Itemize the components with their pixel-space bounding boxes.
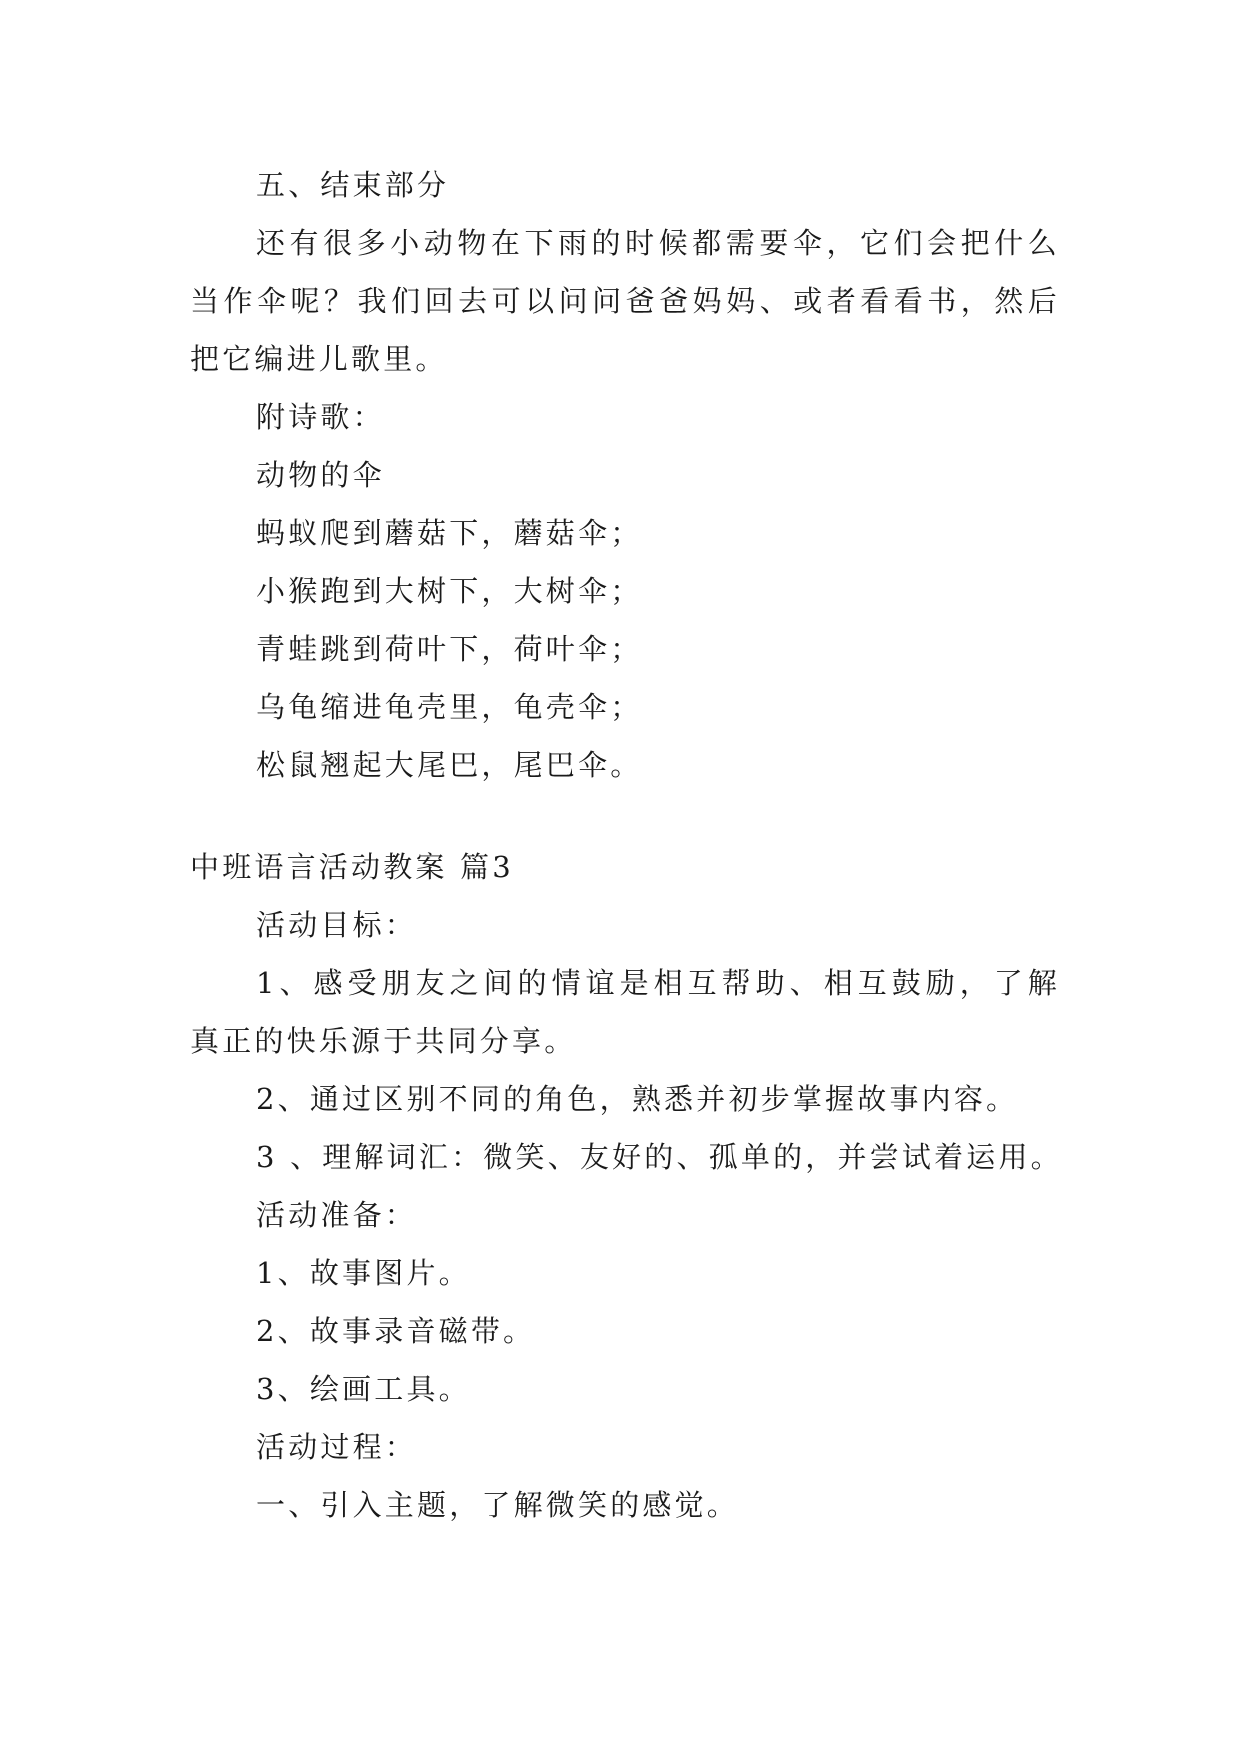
poem-line: 乌龟缩进龟壳里，龟壳伞； — [256, 690, 643, 724]
goal-line: 真正的快乐源于共同分享。 — [190, 1024, 577, 1058]
prep-item: 1、故事图片。 — [256, 1256, 471, 1290]
section-gap — [190, 794, 1060, 838]
document-page — [190, 156, 1063, 1534]
poem-line: 蚂蚁爬到蘑菇下，蘑菇伞； — [256, 516, 643, 550]
lesson-title: 中班语言活动教案 篇3 — [190, 850, 514, 884]
process-step: 一、引入主题，了解微笑的感觉。 — [256, 1488, 740, 1522]
poem-line: 松鼠翘起大尾巴，尾巴伞。 — [256, 748, 643, 782]
poem-title: 动物的伞 — [256, 458, 385, 492]
goal-line: 2、通过区别不同的角色，熟悉并初步掌握故事内容。 — [256, 1082, 1019, 1116]
appendix-label: 附诗歌： — [256, 400, 385, 434]
process-label: 活动过程： — [256, 1430, 418, 1464]
poem-line: 小猴跑到大树下，大树伞； — [256, 574, 643, 608]
goals-label: 活动目标： — [256, 908, 418, 942]
paragraph-line: 把它编进儿歌里。 — [190, 342, 448, 376]
paragraph-line: 当作伞呢？我们回去可以问问爸爸妈妈、或者看看书，然后 — [190, 284, 1060, 318]
prep-item: 2、故事录音磁带。 — [256, 1314, 536, 1348]
paragraph-line: 还有很多小动物在下雨的时候都需要伞，它们会把什么 — [256, 226, 1060, 260]
prep-item: 3、绘画工具。 — [256, 1372, 471, 1406]
poem-line: 青蛙跳到荷叶下，荷叶伞； — [256, 632, 643, 666]
goal-line: 1、感受朋友之间的情谊是相互帮助、相互鼓励，了解 — [256, 966, 1060, 1000]
prep-label: 活动准备： — [256, 1198, 418, 1232]
section-heading: 五、结束部分 — [256, 168, 450, 202]
goal-line: 3 、理解词汇：微笑、友好的、孤单的，并尝试着运用。 — [256, 1140, 1063, 1174]
